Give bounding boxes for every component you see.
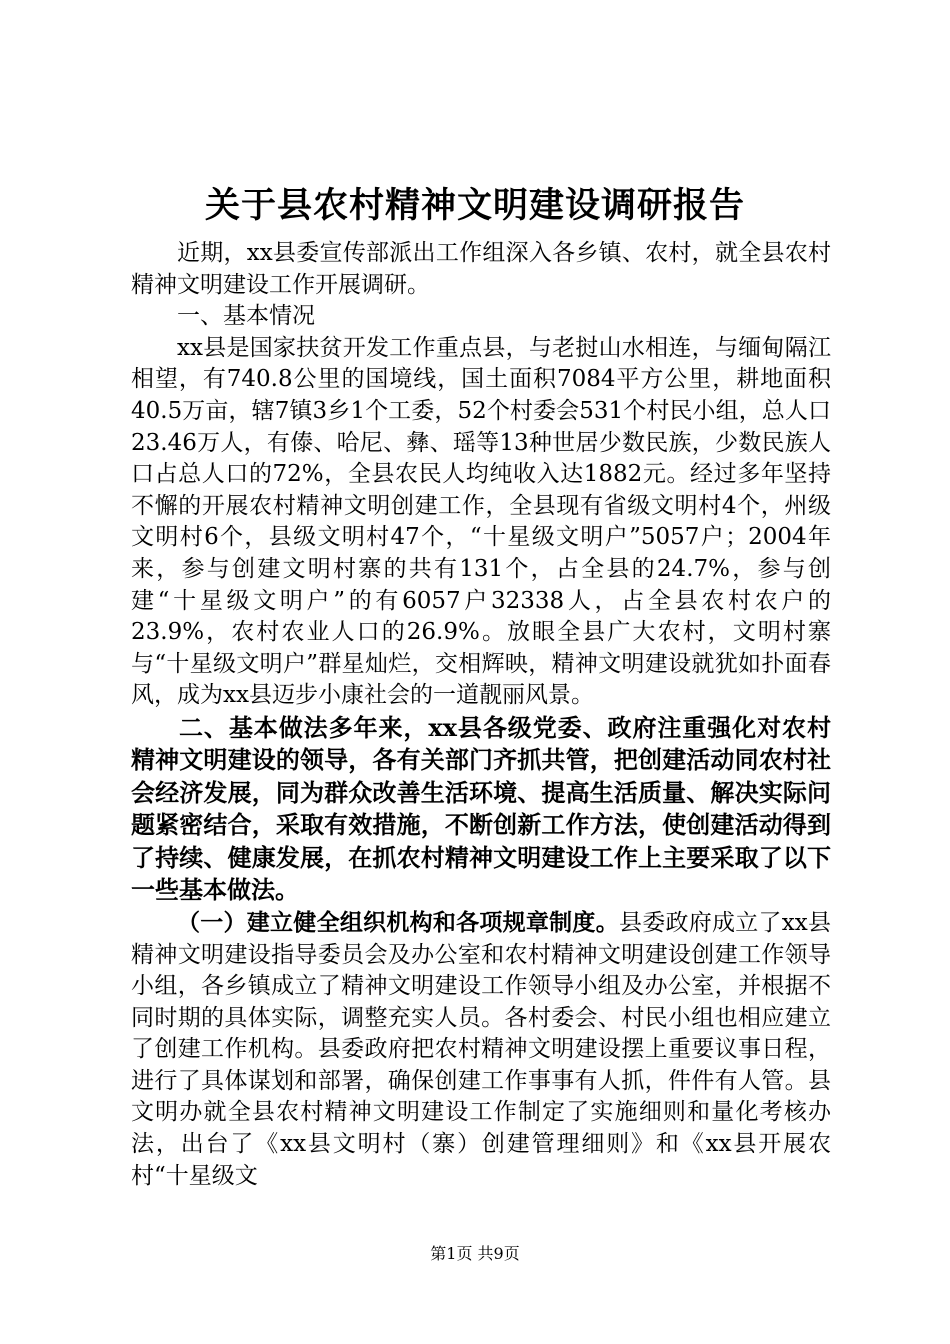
intro-paragraph: 近期，xx县委宣传部派出工作组深入各乡镇、农村，就全县农村精神文明建设工作开展调研。 (131, 240, 831, 298)
subsection-heading-organization: （一）建立健全组织机构和各项规章制度。 (177, 908, 619, 936)
organization-paragraph (131, 907, 831, 1192)
basic-practices-paragraph: 二、基本做法多年来，xx县各级党委、政府注重强化对农村精神文明建设的领导，各有关部门齐抓共管，把创建活动同农村社会经济发展，同为群众改善生活环境、提高生活质量、解决实际问题紧密结合，采取有效措施，不断创新工作方法，使创建活动得到了持续、健康发展，在抓农村精神文明建设工作上主要采取了以下一些基本做法。 (131, 712, 831, 905)
section-heading-basic-situation: 一、基本情况 (177, 303, 315, 330)
document-body (131, 238, 831, 1192)
document-title: 关于县农村精神文明建设调研报告 (204, 185, 745, 226)
basic-situation-paragraph: xx县是国家扶贫开发工作重点县，与老挝山水相连，与缅甸隔江相望，有740.8公里的国境线，国土面积7084平方公里，耕地面积40.5万亩，辖7镇3乡1个工委，52个村委会531个村民小组，总人口23.46万人，有傣、哈尼、彝、瑶等13种世居少数民族，少数民族人口占总人口的72%，全县农民人均纯收入达1882元。经过多年坚持不懈的开展农村精神文明创建工作，全县现有省级文明村4个，州级文明村6个，县级文明村47个，“十星级文明户”5057户；2004年来，参与创建文明村寨的共有131个，占全县的24.7%，参与创建“十星级文明户”的有6057户32338人，占全县农村农户的23.9%，农村农业人口的26.9%。放眼全县广大农村，文明村寨与“十星级文明户”群星灿烂，交相辉映，精神文明建设就犹如扑面春风，成为xx县迈步小康社会的一道靓丽风景。 (131, 334, 831, 709)
page-footer: 第1页 共9页 (430, 1244, 520, 1263)
organization-body: 县委政府成立了xx县精神文明建设指导委员会及办公室和农村精神文明建设创建工作领导小组，各乡镇成立了精神文明建设工作领导小组及办公室，并根据不同时期的具体实际，调整充实人员。各村委会、村民小组也相应建立了创建工作机构。县委政府把农村精神文明建设摆上重要议事日程，进行了具体谋划和部署，确保创建工作事事有人抓，件件有人管。县文明办就全县农村精神文明建设工作制定了实施细则和量化考核办法，出台了《xx县文明村（寨）创建管理细则》和《xx县开展农村“十星级文 (131, 909, 831, 1189)
